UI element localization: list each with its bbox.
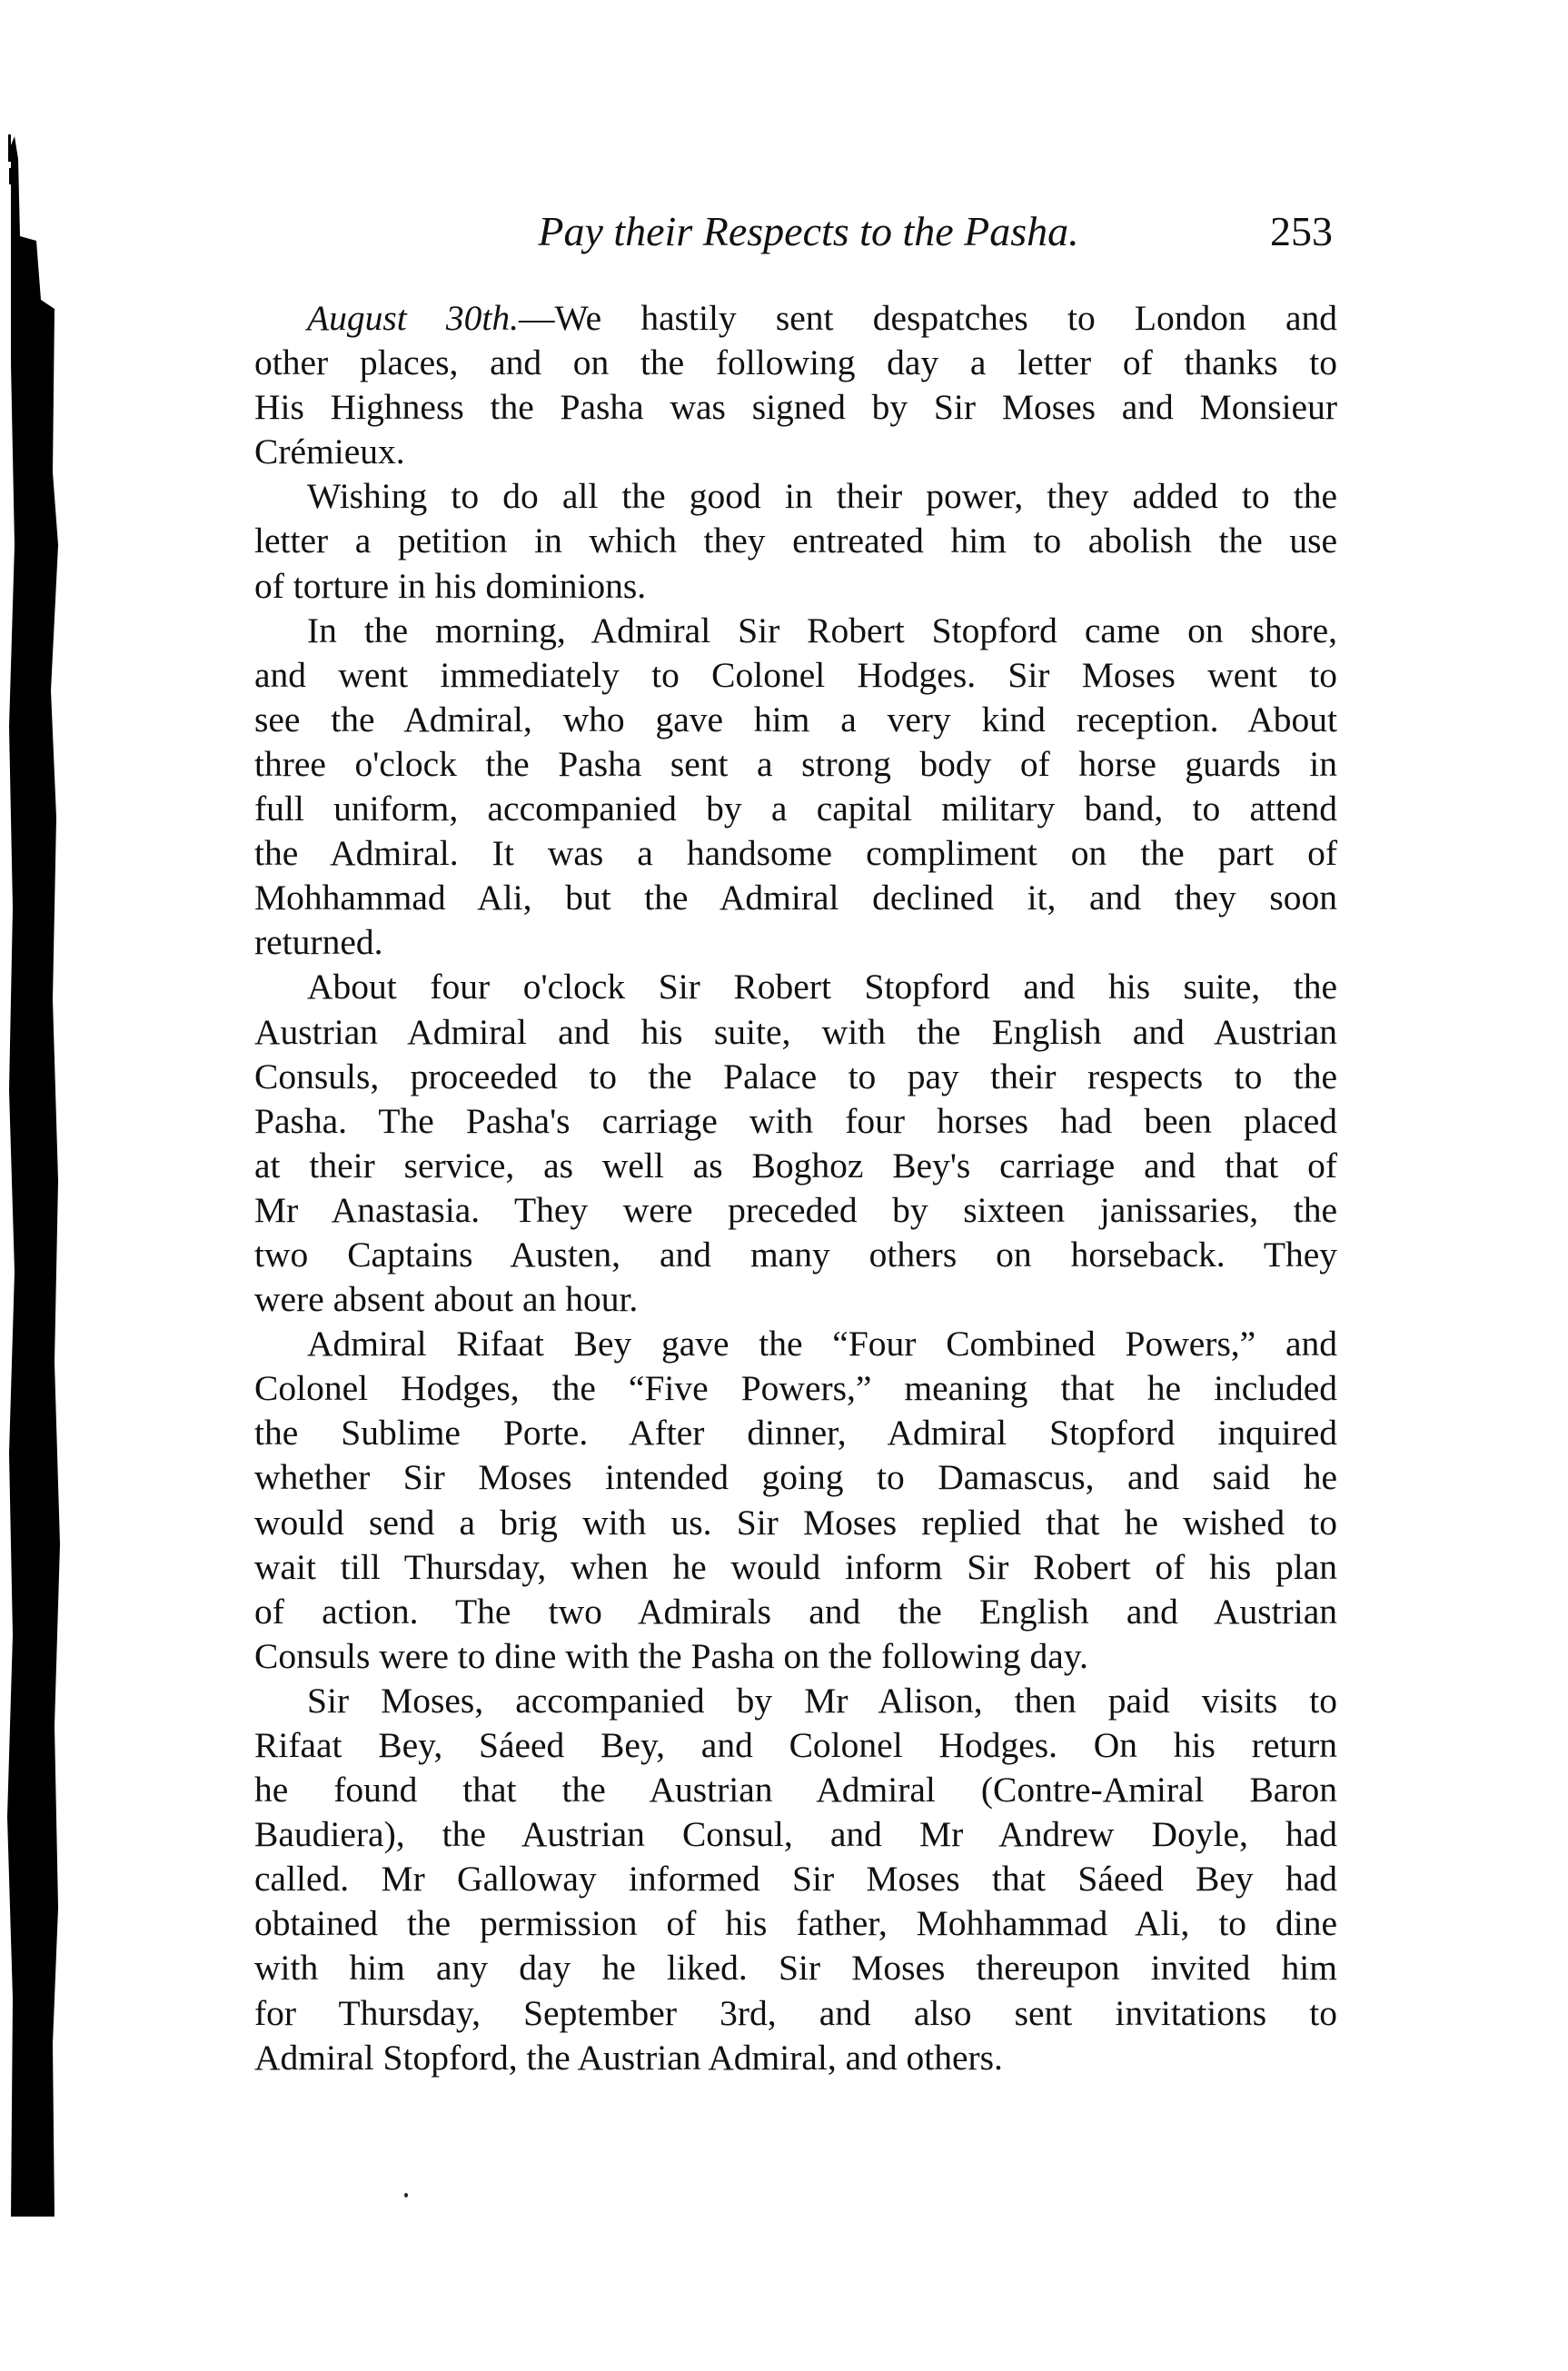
text-line: Austrian Admiral and his suite, with the English and Austrian — [254, 1011, 1337, 1052]
text-line: letter a petition in which they entreated him to abolish the use — [254, 521, 1337, 561]
text-line: Mohhammad Ali, but the Admiral declined it, and they soon — [254, 878, 1337, 918]
text-line: In the morning, Admiral Sir Robert Stopford came on shore, — [307, 610, 1337, 650]
text-line: three o'clock the Pasha sent a strong body of horse guards in — [254, 743, 1337, 784]
text-line: Admiral Rifaat Bey gave the “Four Combined Powers,” and — [307, 1324, 1337, 1364]
text-line: and went immediately to Colonel Hodges. Sir Moses went to — [254, 654, 1337, 695]
text-line: of action. The two Admirals and the English and Austrian — [254, 1591, 1337, 1632]
text-line: Consuls, proceeded to the Palace to pay their respects to the — [254, 1056, 1337, 1096]
text-line: wait till Thursday, when he would inform Sir Robert of his plan — [254, 1546, 1337, 1587]
text-line: of torture in his dominions. — [254, 565, 647, 606]
text-line: for Thursday, September 3rd, and also sent invitations to — [254, 1992, 1337, 2033]
text-line: Baudiera), the Austrian Consul, and Mr Andrew Doyle, had — [254, 1814, 1337, 1855]
paragraph — [254, 965, 1337, 1322]
text-line: About four o'clock Sir Robert Stopford and his suite, the — [307, 967, 1337, 1007]
text-line: Pasha. The Pasha's carriage with four horses had been placed — [254, 1100, 1337, 1141]
book-binding-shadow — [0, 0, 73, 2371]
body-text — [254, 296, 1337, 2080]
text-line: Sir Moses, accompanied by Mr Alison, then paid visits to — [307, 1680, 1337, 1721]
text-line: Rifaat Bey, Sáeed Bey, and Colonel Hodges. On his return — [254, 1725, 1337, 1765]
text-line: Consuls were to dine with the Pasha on the following day. — [254, 1635, 1088, 1676]
paragraph — [254, 296, 1337, 474]
text-line: called. Mr Galloway informed Sir Moses that Sáeed Bey had — [254, 1859, 1337, 1900]
date-lead-in: August 30th. — [307, 298, 520, 338]
text-line: Colonel Hodges, the “Five Powers,” meaning that he included — [254, 1368, 1337, 1409]
text-line: were absent about an hour. — [254, 1279, 639, 1320]
text-line: returned. — [254, 922, 383, 963]
text-line: full uniform, accompanied by a capital military band, to attend — [254, 789, 1337, 829]
text-line: Mr Anastasia. They were preceded by sixteen janissaries, the — [254, 1189, 1337, 1230]
paragraph — [254, 609, 1337, 966]
stray-mark — [404, 2193, 408, 2197]
paragraph — [254, 474, 1337, 608]
running-head-title: Pay their Respects to the Pasha. — [538, 208, 1079, 254]
text-line: His Highness the Pasha was signed by Sir Moses and Monsieur — [254, 387, 1337, 428]
text-line: other places, and on the following day a letter of thanks to — [254, 342, 1337, 383]
text-line: two Captains Austen, and many others on horseback. They — [254, 1234, 1337, 1275]
paragraph — [254, 1322, 1337, 1679]
text-line: he found that the Austrian Admiral (Contre-Amiral Baron — [254, 1770, 1337, 1810]
text-line: at their service, as well as Boghoz Bey's carriage and that of — [254, 1145, 1337, 1186]
text-line: with him any day he liked. Sir Moses thereupon invited him — [254, 1948, 1337, 1989]
text-line: the Admiral. It was a handsome compliment on the part of — [254, 833, 1337, 874]
text-line: would send a brig with us. Sir Moses replied that he wished to — [254, 1502, 1337, 1543]
text-line: see the Admiral, who gave him a very kind reception. About — [254, 699, 1337, 739]
text-line: Crémieux. — [254, 432, 405, 472]
text-line: August 30th.—We hastily sent despatches to London and — [307, 298, 1337, 338]
paragraph — [254, 1679, 1337, 2080]
text-line: whether Sir Moses intended going to Damascus, and said he — [254, 1457, 1337, 1498]
page-number: 253 — [1270, 208, 1333, 254]
text-line: the Sublime Porte. After dinner, Admiral Stopford inquired — [254, 1413, 1337, 1453]
text-line: Wishing to do all the good in their power, they added to the — [307, 476, 1337, 517]
text-line: Admiral Stopford, the Austrian Admiral, and others. — [254, 2037, 1003, 2078]
text-line: obtained the permission of his father, Mohhammad Ali, to dine — [254, 1903, 1337, 1944]
